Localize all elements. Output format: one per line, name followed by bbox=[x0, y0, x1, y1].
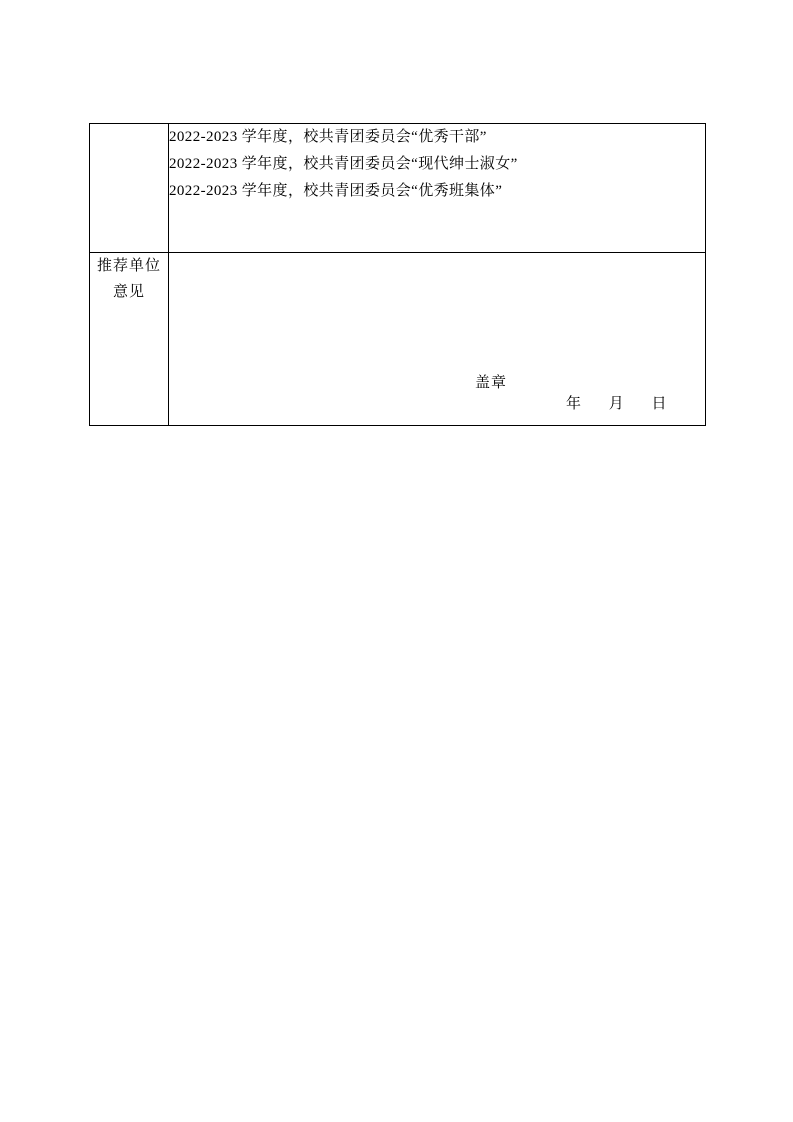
date-year-label: 年 bbox=[565, 396, 582, 412]
date-day-label: 日 bbox=[651, 396, 668, 412]
award-line: 2022-2023 学年度，校共青团委员会“现代绅士淑女” bbox=[169, 156, 518, 172]
table-row-opinion bbox=[90, 253, 706, 426]
seal-label: 盖章 bbox=[475, 375, 508, 391]
opinion-label-line1: 推荐单位 bbox=[96, 258, 161, 274]
table-row-awards bbox=[90, 124, 706, 253]
awards-label-cell bbox=[90, 124, 169, 253]
signature-row bbox=[169, 371, 705, 413]
award-line: 2022-2023 学年度，校共青团委员会“优秀干部” bbox=[169, 129, 487, 145]
opinion-label-cell bbox=[90, 253, 169, 426]
date-fields bbox=[555, 392, 679, 413]
recommendation-form-table bbox=[89, 123, 706, 426]
award-line: 2022-2023 学年度，校共青团委员会“优秀班集体” bbox=[169, 183, 503, 199]
opinion-label-line2: 意见 bbox=[112, 284, 145, 300]
awards-content-cell bbox=[169, 124, 706, 253]
opinion-content-cell[interactable] bbox=[169, 253, 706, 426]
date-month-label: 月 bbox=[608, 396, 625, 412]
